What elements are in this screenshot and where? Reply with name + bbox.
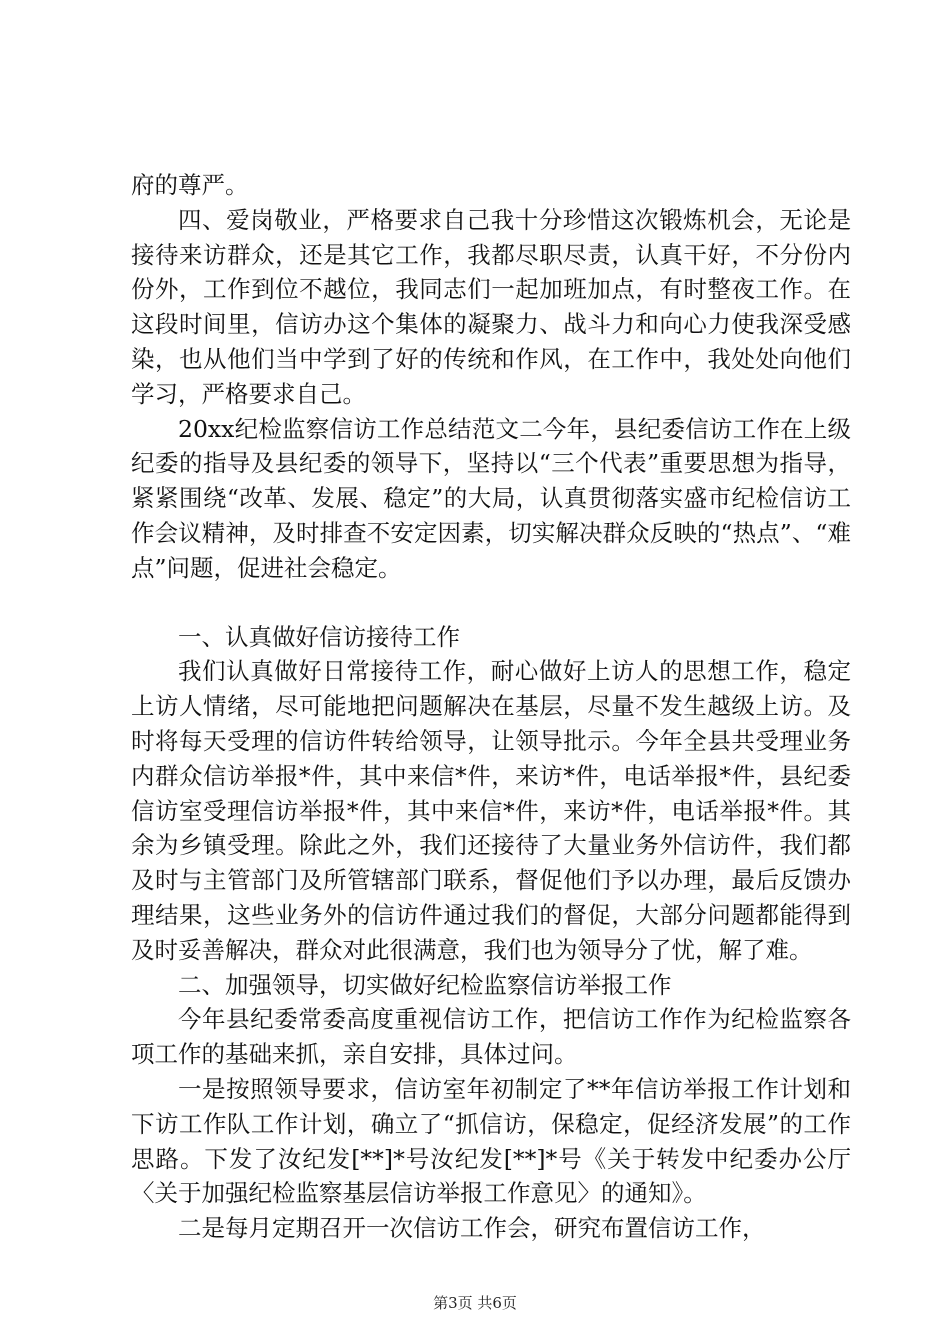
section-heading-1: 一、认真做好信访接待工作 (178, 622, 460, 651)
paragraph-2: 四、爱岗敬业，严格要求自己我十分珍惜这次锻炼机会，无论是接待来访群众，还是其它工作，我都尽职尽责，认真干好，不分份内份外，工作到位不越位，我同志们一起加班加点，有时整夜工作。在这段时间里，信访办这个集体的凝聚力、战斗力和向心力使我深受感染，也从他们当中学到了好的传统和作风，在工作中，我处处向他们学习，严格要求自己。 (131, 205, 851, 408)
page-footer (0, 1293, 950, 1313)
paragraph-1: 府的尊严。 (131, 171, 249, 199)
paragraph-4: 我们认真做好日常接待工作，耐心做好上访人的思想工作，稳定上访人情绪，尽可能地把问题解决在基层，尽量不发生越级上访。及时将每天受理的信访件转给领导，让领导批示。今年全县共受理业务内群众信访举报*件，其中来信*件，来访*件，电话举报*件，县纪委信访室受理信访举报*件，其中来信*件，来访*件，电话举报*件。其余为乡镇受理。除此之外，我们还接待了大量业务外信访件，我们都及时与主管部门及所管辖部门联系，督促他们予以办理，最后反馈办理结果，这些业务外的信访件通过我们的督促，大部分问题都能得到及时妥善解决，群众对此很满意，我们也为领导分了忧，解了难。 (131, 657, 851, 964)
document-body (131, 168, 851, 1246)
section-heading-2: 二、加强领导，切实做好纪检监察信访举报工作 (178, 970, 672, 999)
paragraph-7: 二是每月定期召开一次信访工作会，研究布置信访工作， (178, 1214, 766, 1243)
paragraph-6: 一是按照领导要求，信访室年初制定了**年信访举报工作计划和下访工作队工作计划，确立了“抓信访，保稳定，促经济发展”的工作思路。下发了汝纪发[**]*号汝纪发[**]*号《关于转发中纪委办公厅〈关于加强纪检监察基层信访举报工作意见〉的通知》。 (131, 1074, 851, 1208)
paragraph-5: 今年县纪委常委高度重视信访工作，把信访工作作为纪检监察各项工作的基础来抓，亲自安排，具体过问。 (131, 1005, 851, 1069)
paragraph-3: 20xx纪检监察信访工作总结范文二今年，县纪委信访工作在上级纪委的指导及县纪委的领导下，坚持以“三个代表”重要思想为指导，紧紧围绕“改革、发展、稳定”的大局，认真贯彻落实盛市纪检信访工作会议精神，及时排查不安定因素，切实解决群众反映的“热点”、“难点”问题，促进社会稳定。 (131, 414, 851, 582)
page-number: 第3页 共6页 (433, 1294, 517, 1312)
